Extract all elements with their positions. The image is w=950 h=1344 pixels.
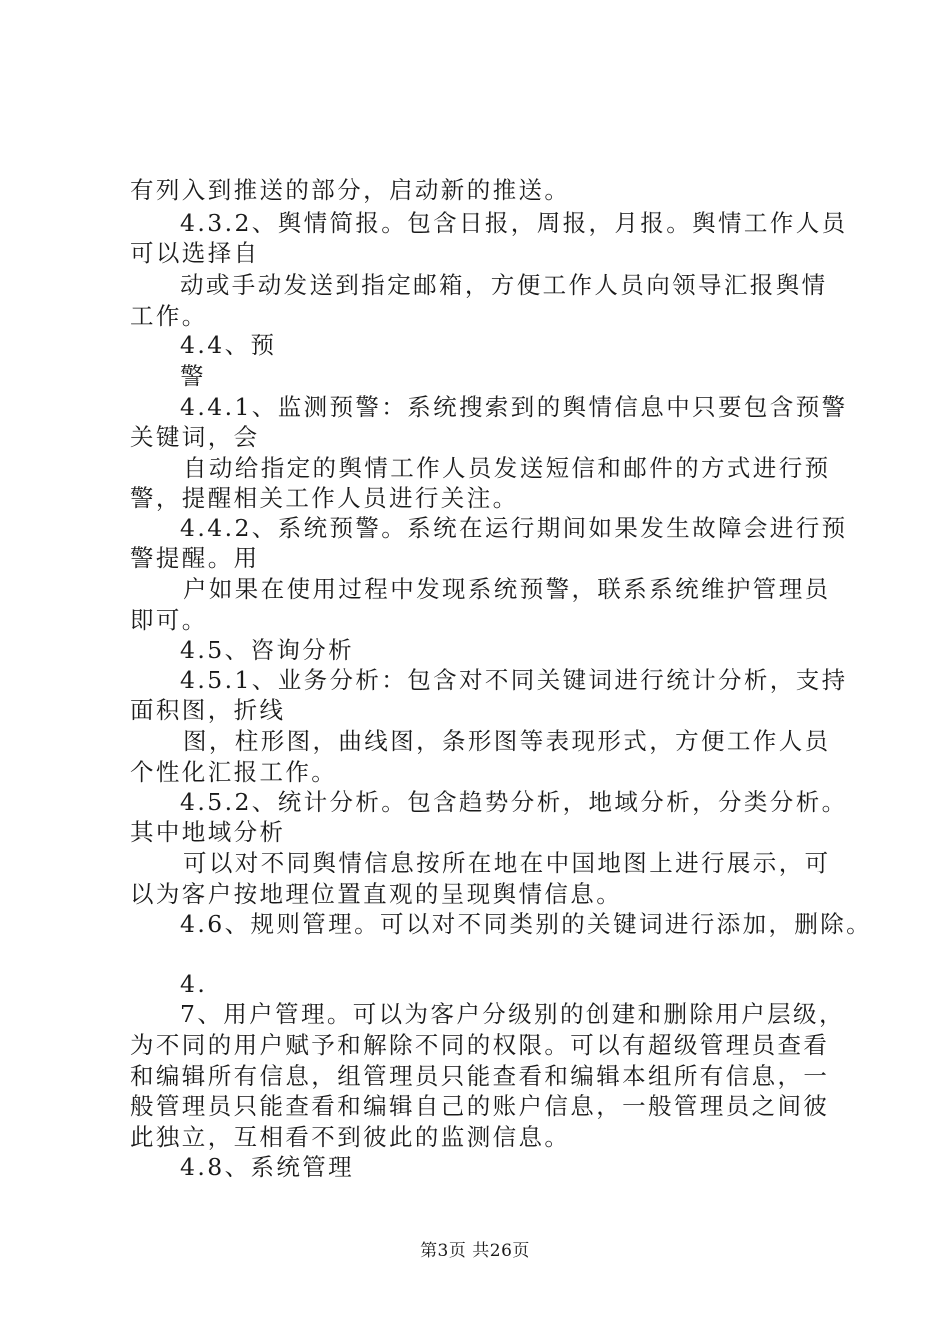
- page-number-footer: 第3页 共26页: [420, 1241, 530, 1261]
- text-line: 可以选择自: [130, 239, 260, 267]
- section-heading: 4.4、预: [180, 331, 277, 359]
- text-line: 4.4.2、系统预警。系统在运行期间如果发生故障会进行预: [180, 514, 848, 542]
- text-line: 以为客户按地理位置直观的呈现舆情信息。: [130, 880, 623, 908]
- text-line: 般管理员只能查看和编辑自己的账户信息，一般管理员之间彼: [130, 1092, 830, 1120]
- text-line: 警: [180, 362, 206, 390]
- text-line: 有列入到推送的部分，启动新的推送。: [130, 176, 571, 204]
- section-heading: 4.5、咨询分析: [180, 636, 355, 664]
- text-line: 即可。: [130, 606, 208, 634]
- section-heading: 4.8、系统管理: [180, 1153, 355, 1181]
- text-line: 动或手动发送到指定邮箱，方便工作人员向领导汇报舆情: [180, 271, 828, 299]
- text-line: 其中地域分析: [130, 818, 286, 846]
- text-line: 警提醒。用: [130, 544, 260, 572]
- text-line: 关键词，会: [130, 423, 260, 451]
- text-line: 和编辑所有信息，组管理员只能查看和编辑本组所有信息，一: [130, 1062, 830, 1090]
- text-line: 个性化汇报工作。: [130, 758, 338, 786]
- text-line: 4.6、规则管理。可以对不同类别的关键词进行添加，删除。: [180, 910, 873, 938]
- text-line: 户如果在使用过程中发现系统预警，联系系统维护管理员: [183, 575, 831, 603]
- text-line: 4.4.1、监测预警：系统搜索到的舆情信息中只要包含预警: [180, 393, 848, 421]
- text-line: 工作。: [130, 302, 208, 330]
- text-line: 4.5.1、业务分析：包含对不同关键词进行统计分析，支持: [180, 666, 848, 694]
- text-line: 自动给指定的舆情工作人员发送短信和邮件的方式进行预: [183, 454, 831, 482]
- text-line: 为不同的用户赋予和解除不同的权限。可以有超级管理员查看: [130, 1031, 830, 1059]
- text-line: 可以对不同舆情信息按所在地在中国地图上进行展示，可: [183, 849, 831, 877]
- text-line: 此独立，互相看不到彼此的监测信息。: [130, 1123, 571, 1151]
- text-line: 7、用户管理。可以为客户分级别的创建和删除用户层级，: [180, 1000, 845, 1028]
- text-line: 4.3.2、舆情简报。包含日报，周报，月报。舆情工作人员: [180, 209, 848, 237]
- text-line: 面积图，折线: [130, 696, 286, 724]
- text-line: 警，提醒相关工作人员进行关注。: [130, 484, 519, 512]
- text-line: 4.5.2、统计分析。包含趋势分析，地域分析，分类分析。: [180, 788, 848, 816]
- text-line: 4.: [180, 970, 208, 998]
- text-line: 图，柱形图，曲线图，条形图等表现形式，方便工作人员: [183, 727, 831, 755]
